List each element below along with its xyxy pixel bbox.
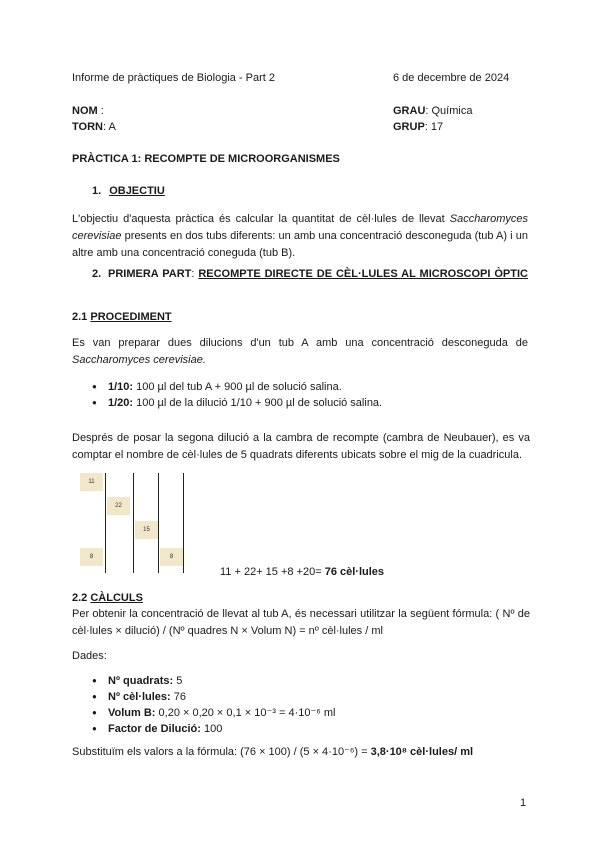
section21-text-a: Es van preparar dues dilucions d'un tub A amb una concentració desconeguda de (72, 337, 528, 349)
section1-species: Saccharomyces cerevisiae (72, 213, 528, 242)
bullet-label: Nº cèl·lules: (108, 691, 171, 703)
bullet-label: 1/10: (108, 381, 134, 393)
result-line (72, 745, 473, 758)
page-number: 1 (520, 797, 527, 809)
section1-number: 1. (92, 185, 102, 197)
torn-value: : A (102, 121, 116, 133)
section21-after-paragraph: Després de posar la segona dilució a la cambra de recompte (cambra de Neubauer), es va comptar el nombre de cèl·lules de 5 quadrats diferents ubicats sobre el mig de la cuadricula. (72, 432, 530, 461)
section2-title-colon: : (191, 268, 199, 280)
grau-field (393, 105, 472, 117)
torn-field (72, 121, 116, 133)
list-item (92, 689, 336, 705)
report-title: Informe de pràctiques de Biologia - Part 2 (72, 72, 276, 84)
cell-sum (220, 566, 384, 578)
grau-value: : Química (425, 105, 473, 117)
section21-heading (72, 311, 172, 323)
list-item (92, 673, 336, 689)
grid-line (183, 473, 184, 573)
nom-label: NOM (72, 105, 98, 117)
grup-field (393, 121, 443, 133)
sum-result: 76 cèl·lules (324, 566, 385, 578)
section1-title: OBJECTIU (109, 185, 165, 197)
grid-cell-count: 22 (107, 497, 130, 515)
dades-list (92, 673, 336, 737)
neubauer-grid-figure (78, 473, 186, 573)
result-value: 3,8·10⁸ cèl·lules/ ml (370, 746, 474, 758)
section2-number: 2. (92, 268, 102, 280)
grup-value: : 17 (424, 121, 444, 133)
section2-title-prefix: PRIMERA PART (108, 268, 192, 280)
bullet-text: 5 (173, 675, 183, 687)
grid-cell-count: 8 (80, 548, 103, 566)
bullet-label: Volum B: (108, 707, 156, 719)
bullet-label: Nº quadrats: (108, 675, 174, 687)
dilution-list (92, 379, 382, 411)
grid-line (158, 473, 159, 573)
section1-heading (92, 185, 165, 197)
section22-heading (72, 592, 143, 604)
grup-label: GRUP (393, 121, 425, 133)
section2-heading (108, 266, 528, 283)
grid-cell-count: 11 (80, 473, 103, 491)
bullet-text: 100 µl del tub A + 900 µl de solució salina. (133, 381, 342, 393)
bullet-text: 100 (200, 723, 223, 735)
grid-cell-count: 15 (135, 521, 158, 539)
list-item (92, 379, 382, 395)
list-item (92, 705, 336, 721)
section1-paragraph (72, 211, 528, 262)
section21-number: 2.1 (72, 311, 91, 323)
grid-line (105, 473, 106, 573)
section2-title-rest: RECOMPTE DIRECTE DE CÈL·LULES AL MICROSCOPI ÒPTIC (198, 268, 528, 280)
bullet-text: 0,20 × 0,20 × 0,1 × 10⁻³ = 4·10⁻⁶ ml (155, 707, 336, 719)
report-date: 6 de decembre de 2024 (393, 72, 510, 84)
bullet-label: 1/20: (108, 397, 134, 409)
result-expression: Substituïm els valors a la fórmula: (76 × 100) / (5 × 4·10⁻⁶) = (72, 746, 371, 758)
dades-label: Dades: (72, 650, 107, 662)
grid-cell-count: 8 (160, 548, 183, 566)
section21-paragraph (72, 335, 528, 369)
torn-label: TORN (72, 121, 103, 133)
nom-value: : (97, 105, 104, 117)
section1-text-a: L'objectiu d'aquesta pràctica és calcular la quantitat de cèl·lules de llevat (72, 213, 450, 225)
section1-text-b: presents en dos tubs diferents: un amb una concentració desconeguda (tub A) i un altre amb una concentració coneguda (tub B). (72, 230, 528, 259)
bullet-label: Factor de Dilució: (108, 723, 201, 735)
grau-label: GRAU (393, 105, 426, 117)
section22-title: CÀLCULS (90, 592, 143, 604)
list-item (92, 395, 382, 411)
list-item (92, 721, 336, 737)
section21-title: PROCEDIMENT (90, 311, 172, 323)
section22-paragraph: Per obtenir la concentració de llevat al tub A, és necessari utilitzar la següent fórmula: ( Nº de cèl·lules × dilució) / (Nº quadres N × Volum N) = nº cèl·lules / ml (72, 608, 530, 637)
nom-field (72, 105, 104, 117)
practica-title: PRÀCTICA 1: RECOMPTE DE MICROORGANISMES (72, 153, 340, 165)
section21-species: Saccharomyces cerevisiae. (72, 354, 206, 366)
bullet-text: 100 µl de la dilució 1/10 + 900 µl de solució salina. (133, 397, 383, 409)
section22-number: 2.2 (72, 592, 91, 604)
sum-expression: 11 + 22+ 15 +8 +20= (220, 566, 325, 578)
grid-line (133, 473, 134, 573)
bullet-text: 76 (170, 691, 186, 703)
